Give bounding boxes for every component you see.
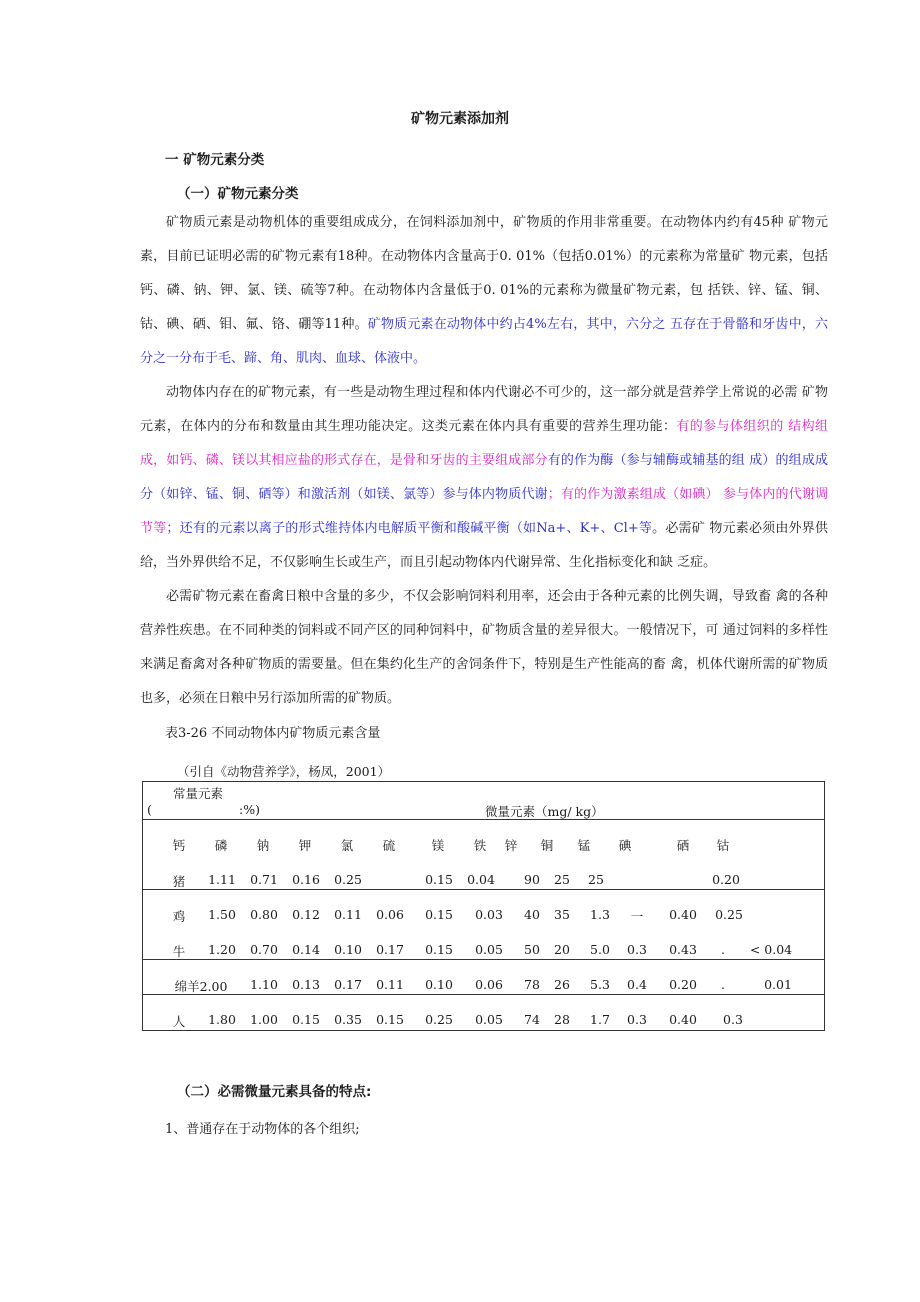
table-cell: 50 (524, 942, 540, 957)
table-cell: 0.12 (292, 907, 320, 922)
table-cell: 0.15 (376, 1012, 404, 1027)
column-header: 锌 (504, 838, 518, 853)
table-cell: 一 (630, 909, 644, 924)
table-cell: 78 (524, 977, 540, 992)
subsection-heading-2: （二）必需微量元素具备的特点: (177, 1084, 372, 1100)
table-cell: 0.16 (292, 872, 320, 887)
table-cell: 0.10 (334, 942, 362, 957)
table-cell: 1.10 (250, 977, 278, 992)
table-cell: < 0.04 (749, 942, 793, 957)
table-cell: 0.17 (334, 977, 362, 992)
column-header: 镁 (431, 838, 445, 853)
paragraph-2-tail: 。必需矿 物元素必须由外界供给，当外界供给不足，不仅影响生长或生产，而且引起动物体内代谢异常、生化指标变化和缺 乏症。 (140, 521, 828, 570)
row-label: 猪 (172, 874, 186, 889)
column-header: 锰 (577, 838, 591, 853)
table-cell: 1.7 (590, 1012, 610, 1027)
section-heading: 一 矿物元素分类 (165, 152, 265, 168)
column-header: 钙 (172, 838, 186, 853)
table-cell: 40 (524, 907, 540, 922)
table-rule (143, 959, 824, 960)
paragraph-2-highlight-structure: 有的参与体组织的 结构组成，如钙、磷、镁以其相应盐的形式存在，是骨和牙齿的主要组成部分 (140, 419, 828, 468)
table-cell: 0.13 (292, 977, 320, 992)
table-cell: 0.15 (425, 872, 453, 887)
paragraph-1-highlight: 矿物质元素在动物体中约占4%左右，其中，六分之 五存在于骨骼和牙齿中，六分之一分布于毛、蹄、角、肌肉、血球、体液中。 (140, 317, 828, 366)
table-cell: 0.35 (334, 1012, 362, 1027)
table-cell: 0.25 (334, 872, 362, 887)
column-header: 碘 (618, 838, 632, 853)
row-label: 牛 (172, 944, 186, 959)
paragraph-2-highlight-hormone: ；有的作为激素组成（如碘） 参与体内的代谢调节等 (140, 487, 828, 536)
paragraph-2-highlight-ion: ；还有的元素以离子的形式维持体内电解质平衡和酸碱平衡（如Na+、K+、Cl+等 (166, 521, 653, 536)
row-label: 鸡 (172, 909, 186, 924)
paragraph-3-text: 必需矿物元素在畜禽日粮中含量的多少，不仅会影响饲料利用率，还会由于各种元素的比例失调，导致畜 禽的各种营养性疾患。在不同种类的饲料或不同产区的同种饲料中，矿物质含量的差异很大。一般情况下，可 通过饲料的多样性来满足畜禽对各种矿物质的需要量。但在集约化生产的舍饲条件下，特别是生产性能高的畜 禽，机体代谢所需的矿物质也多，必须在日粮中另行添加所需的矿物质。 (140, 589, 828, 706)
group-header-macro: 常量元素 (173, 786, 224, 801)
table-cell: 0.4 (627, 977, 647, 992)
table-cell: 0.80 (250, 907, 278, 922)
table-cell: 0.40 (669, 907, 697, 922)
group-header-macro-unit-open: ( (147, 802, 152, 817)
row-label: 绵羊2.00 (174, 979, 228, 994)
table-caption: 表3-26 不同动物体内矿物质元素含量 (165, 726, 381, 741)
paragraph-2-text: 动物体内存在的矿物元素，有一些是动物生理过程和体内代谢必不可少的，这一部分就是营养学上常说的必需 矿物元素，在体内的分布和数量由其生理功能决定。这类元素在体内具有重要的营养生理功能： (140, 385, 828, 434)
table-cell: 90 (524, 872, 540, 887)
table-cell: 0.03 (475, 907, 503, 922)
document-title: 矿物元素添加剂 (411, 111, 509, 127)
table-cell: 20 (554, 942, 570, 957)
table-cell: 1.11 (208, 872, 236, 887)
paragraph-2-highlight-enzyme: 有的作为酶（参与辅酶或辅基的组 成）的组成成分（如锌、锰、铜、硒等）和激活剂（如镁、氯等）参与体内物质代谢 (140, 453, 828, 502)
column-header: 硒 (676, 838, 690, 853)
table-cell: 1.80 (208, 1012, 236, 1027)
table-cell: 25 (588, 872, 604, 887)
table-cell: 0.15 (292, 1012, 320, 1027)
table-cell: 0.3 (723, 1012, 743, 1027)
table-cell: 74 (524, 1012, 540, 1027)
table-cell: 5.3 (590, 977, 610, 992)
table-cell: 0.17 (376, 942, 404, 957)
table-cell: 1.00 (250, 1012, 278, 1027)
table-cell: 0.06 (475, 977, 503, 992)
table-cell: 0.25 (425, 1012, 453, 1027)
column-header: 钴 (716, 838, 730, 853)
table-cell: 0.40 (669, 1012, 697, 1027)
group-header-micro: 微量元素（mg/ kg） (485, 804, 604, 819)
column-header: 氯 (340, 838, 354, 853)
table-rule (143, 889, 824, 890)
table-cell: 0.43 (669, 942, 697, 957)
table-cell: 25 (554, 872, 570, 887)
table-rule (143, 819, 824, 820)
table-cell: 0.10 (425, 977, 453, 992)
table-cell: 1.50 (208, 907, 236, 922)
table-cell: 0.20 (669, 977, 697, 992)
table-cell: 0.25 (715, 907, 743, 922)
table-cell: 0.14 (292, 942, 320, 957)
paragraph-1 (140, 206, 828, 376)
table-cell: 0.04 (467, 872, 495, 887)
table-cell: 0.3 (627, 1012, 647, 1027)
list-item: 1、普通存在于动物体的各个组织; (165, 1122, 360, 1137)
table-cell: 0.15 (425, 942, 453, 957)
table-cell: 0.70 (250, 942, 278, 957)
column-header: 钾 (298, 838, 312, 853)
paragraph-1-text: 矿物质元素是动物机体的重要组成成分，在饲料添加剂中，矿物质的作用非常重要。在动物体内约有45种 矿物元素，目前已证明必需的矿物元素有18种。在动物体内含量高于0. 01%（包括0.01%）的元素称为常量矿 物元素，包括钙、磷、钠、钾、氯、镁、硫等7种。在动物体内含量低于0. 01%的元素称为微量矿物元素，包 括铁、锌、锰、铜、钴、碘、硒、钼、氟、铬、硼等11种。 (140, 215, 828, 332)
column-header: 硫 (382, 838, 396, 853)
table-cell: 0.11 (376, 977, 404, 992)
table-cell: 5.0 (590, 942, 610, 957)
table-cell: 0.06 (376, 907, 404, 922)
table-cell: 35 (554, 907, 570, 922)
table-cell: 0.3 (627, 942, 647, 957)
paragraph-2 (140, 376, 828, 580)
table-cell: 1.3 (590, 907, 610, 922)
column-header: 钠 (256, 838, 270, 853)
table-cell: 0.15 (425, 907, 453, 922)
column-header: 磷 (214, 838, 228, 853)
table-source: （引自《动物营养学》，杨凤，2001） (177, 764, 391, 779)
table-cell: 0.05 (475, 942, 503, 957)
table-cell: . (721, 942, 725, 957)
table-cell: 1.20 (208, 942, 236, 957)
table-cell: 0.71 (250, 872, 278, 887)
table-rule (143, 994, 824, 995)
column-header: 铜 (540, 838, 554, 853)
table-cell: 0.11 (334, 907, 362, 922)
column-header: 铁 (473, 838, 487, 853)
table-cell: 0.05 (475, 1012, 503, 1027)
mineral-content-table (142, 781, 825, 1031)
group-header-macro-unit: :%) (239, 802, 260, 817)
table-cell: 28 (554, 1012, 570, 1027)
subsection-heading: （一）矿物元素分类 (177, 186, 299, 202)
row-label: 人 (172, 1014, 186, 1029)
table-cell: . (721, 977, 725, 992)
table-cell: 26 (554, 977, 570, 992)
table-cell: 0.01 (764, 977, 792, 992)
table-cell: 0.20 (712, 872, 740, 887)
paragraph-3 (140, 580, 828, 716)
